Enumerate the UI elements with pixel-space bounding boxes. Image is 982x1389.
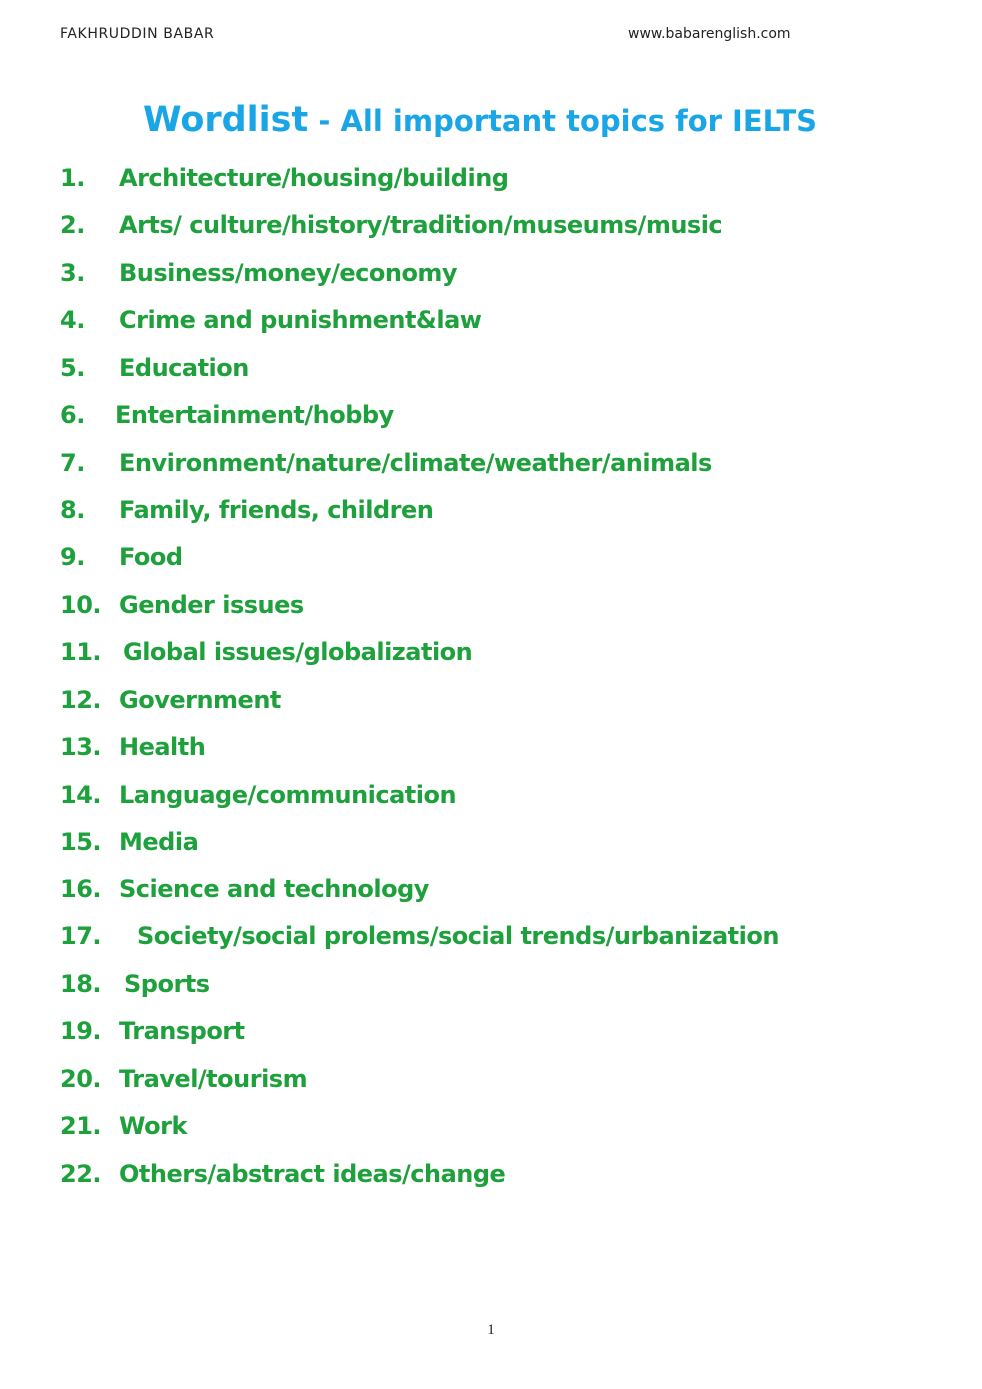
list-item-number: 11. [60, 638, 102, 666]
title-separator: - [308, 104, 341, 138]
list-item-number: 7. [60, 449, 85, 477]
list-item-number: 2. [60, 211, 85, 239]
list-item [60, 780, 456, 810]
list-item-label: Media [119, 828, 199, 856]
list-item-number: 9. [60, 543, 85, 571]
list-item-number: 5. [60, 354, 85, 382]
list-item-number: 18. [60, 970, 102, 998]
list-item [60, 732, 205, 762]
list-item [60, 400, 394, 430]
list-item-label: Arts/ culture/history/tradition/museums/music [119, 211, 723, 239]
list-item-number: 22. [60, 1160, 102, 1188]
list-item [60, 542, 183, 572]
list-item [60, 1159, 505, 1189]
list-item [60, 495, 433, 525]
list-item [60, 163, 508, 193]
header-author: FAKHRUDDIN BABAR [60, 26, 215, 42]
page-number: 1 [487, 1322, 495, 1338]
list-item-label: Global issues/globalization [123, 638, 473, 666]
list-item-number: 14. [60, 781, 102, 809]
list-item [60, 827, 198, 857]
title-subtitle: All important topics for IELTS [340, 104, 818, 138]
list-item-number: 1. [60, 164, 85, 192]
list-item-label: Food [119, 543, 183, 571]
list-item-label: Health [119, 733, 206, 761]
list-item-label: Gender issues [119, 591, 304, 619]
list-item [60, 1016, 245, 1046]
list-item-label: Architecture/housing/building [119, 164, 509, 192]
list-item-number: 10. [60, 591, 102, 619]
list-item-number: 16. [60, 875, 102, 903]
list-item-number: 8. [60, 496, 85, 524]
list-item [60, 258, 457, 288]
list-item [60, 685, 281, 715]
list-item [60, 448, 712, 478]
list-item-label: Environment/nature/climate/weather/animals [119, 449, 712, 477]
list-item-number: 15. [60, 828, 102, 856]
list-item [60, 637, 472, 667]
list-item-number: 21. [60, 1112, 102, 1140]
list-item-number: 6. [60, 401, 85, 429]
list-item-label: Transport [119, 1017, 245, 1045]
list-item [60, 353, 249, 383]
list-item-label: Society/social prolems/social trends/urbanization [137, 922, 779, 950]
list-item-label: Sports [124, 970, 210, 998]
title-main: Wordlist [142, 100, 309, 140]
list-item-label: Family, friends, children [119, 496, 434, 524]
list-item-label: Language/communication [119, 781, 457, 809]
list-item-number: 17. [60, 922, 102, 950]
list-item-number: 13. [60, 733, 102, 761]
list-item-label: Business/money/economy [119, 259, 458, 287]
list-item [60, 590, 304, 620]
list-item-label: Others/abstract ideas/change [119, 1160, 506, 1188]
list-item-label: Crime and punishment&law [119, 306, 482, 334]
list-item [60, 969, 210, 999]
list-item-number: 3. [60, 259, 85, 287]
list-item-label: Work [119, 1112, 187, 1140]
list-item-label: Travel/tourism [119, 1065, 308, 1093]
list-item-number: 4. [60, 306, 85, 334]
list-item-label: Government [119, 686, 281, 714]
list-item-number: 20. [60, 1065, 102, 1093]
list-item-number: 19. [60, 1017, 102, 1045]
list-item [60, 210, 722, 240]
list-item-number: 12. [60, 686, 102, 714]
list-item-label: Science and technology [119, 875, 429, 903]
list-item [60, 305, 481, 335]
list-item-label: Education [119, 354, 249, 382]
list-item [60, 1111, 187, 1141]
header-website: www.babarenglish.com [628, 26, 791, 42]
list-item [60, 1064, 307, 1094]
list-item [60, 874, 429, 904]
list-item-label: Entertainment/hobby [115, 401, 394, 429]
list-item [60, 921, 779, 951]
